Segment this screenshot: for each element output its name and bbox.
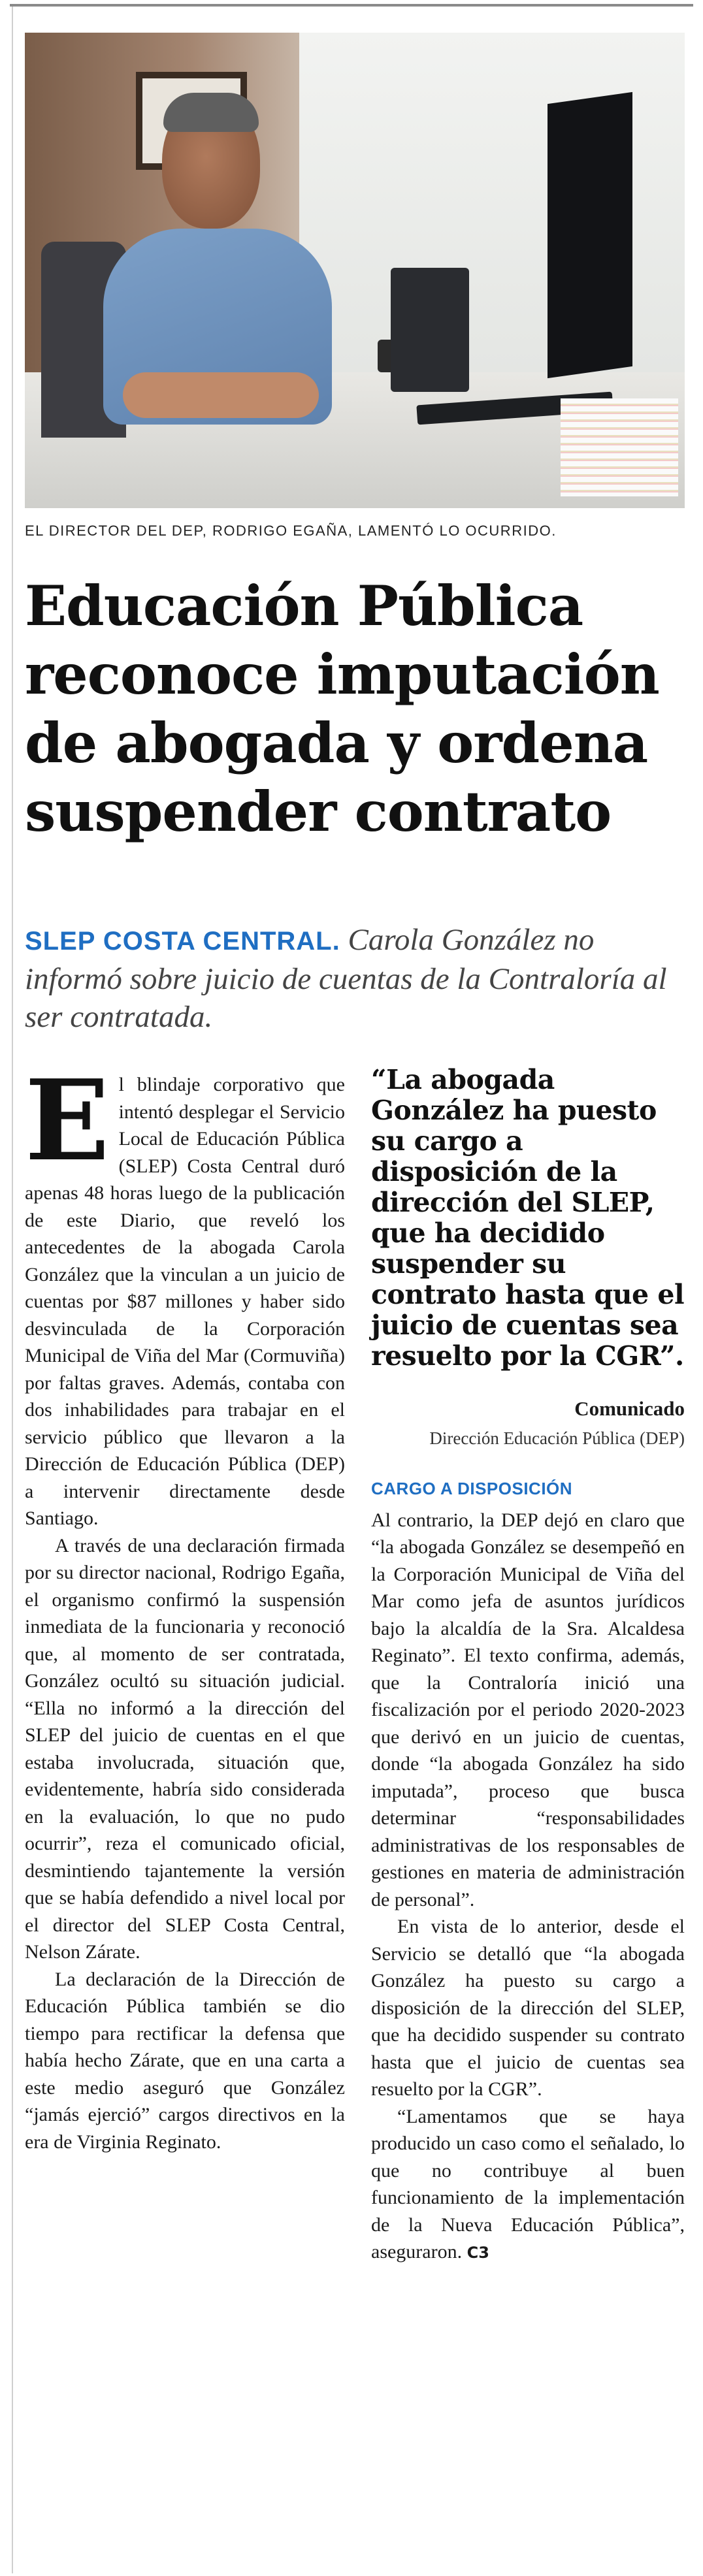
crossed-arms (123, 372, 319, 418)
quote-source-name: Dirección Educación Pública (DEP) (429, 1428, 685, 1448)
left-margin-rule (12, 7, 13, 2573)
small-monitor (391, 268, 469, 392)
section-heading: CARGO A DISPOSICIÓN (371, 1479, 573, 1498)
article-paragraph-2: A través de una declaración firmada por su director nacional, Rodrigo Egaña, el organismo confirmó la suspensión inmediata de la funcionaria y reconoció que, al momento de ser contratada, González ocultó su situación judicial. “Ella no informó a la dirección del SLEP del juicio de cuentas en el que estaba involucrada, situación que, evidentemente, habría sido considerada en la evaluación, lo que no pudo ocurrir”, reza el comunicado oficial, desmintiendo tajantemente la versión que se había defendido a nivel local por el director del SLEP Costa Central, Nelson Zárate. (25, 1534, 345, 1963)
director-photo (25, 33, 685, 508)
computer-monitor (548, 92, 632, 378)
top-rule (10, 4, 693, 7)
article-left-column (25, 1055, 345, 2155)
quote-source-label: Comunicado (574, 1397, 685, 1420)
photo-caption: EL DIRECTOR DEL DEP, RODRIGO EGAÑA, LAMENTÓ LO OCURRIDO. (25, 523, 557, 539)
pull-quote: “La abogada González ha puesto su cargo a disposición de la dirección del SLEP, que ha decidido suspender su contrato hasta que el juicio de cuentas sea resuelto por la CGR”. (371, 1064, 685, 1372)
paper-stack (561, 398, 678, 496)
section-paragraph-2: En vista de lo anterior, desde el Servicio se detalló que “la abogada González ha puesto su cargo a disposición de la dirección del SLEP, que ha decidido suspender su contrato hasta que el juicio de cuentas sea resuelto por la CGR”. (371, 1916, 685, 2100)
end-mark-icon: C3 (466, 2244, 489, 2262)
subhead-text: Carola González no informó sobre juicio de cuentas de la Contraloría al ser contratada. (25, 923, 667, 1034)
article-paragraph-1: El blindaje corporativo que intentó desplegar el Servicio Local de Educación Pública (SLEP) Costa Central duró apenas 48 horas luego de la publicación de este Diario, que reveló los antecedentes de la abogada Carola González que la vinculan a un juicio de cuentas por $87 millones y haber sido desvinculada de la Corporación Municipal de Viña del Mar (Cormuviña) por faltas graves. Además, contaba con dos inhabilidades para trabajar en el servicio público que llevaron a la Dirección de Educación Pública (DEP) a intervenir directamente desde Santiago. (25, 1055, 345, 1529)
drop-cap: E (25, 1055, 110, 1186)
subhead-kicker: SLEP COSTA CENTRAL. (25, 927, 340, 956)
article-right-column (371, 1065, 685, 2267)
article-paragraph-3: La declaración de la Dirección de Educación Pública también se dio tiempo para rectificar la defensa que había hecho Zárate, que en una carta a este medio aseguró que González “jamás ejerció” cargos directivos en la era de Virginia Reginato. (25, 1968, 345, 2153)
subhead (25, 921, 685, 1036)
section-paragraph-3: “Lamentamos que se haya producido un caso como el señalado, lo que no contribuye al buen funcionamiento de la implementación de la Nueva Educación Pública”, aseguraron. C3 (371, 2105, 685, 2262)
section-paragraph-1: Al contrario, la DEP dejó en claro que “la abogada González se desempeñó en la Corporación Municipal de Viña del Mar como jefa de asuntos jurídicos bajo la alcaldía de la Sra. Alcaldesa Reginato”. El texto confirma, además, que la Contraloría inició una fiscalización por el periodo 2020-2023 que derivó en un juicio de cuentas, donde “la abogada González ha sido imputada”, proceso que busca determinar “responsabilidades administrativas de los responsables de gestiones en materia de administración de personal”. (371, 1509, 685, 1910)
headline: Educación Pública reconoce imputación de abogada y ordena suspender contrato (25, 573, 659, 844)
